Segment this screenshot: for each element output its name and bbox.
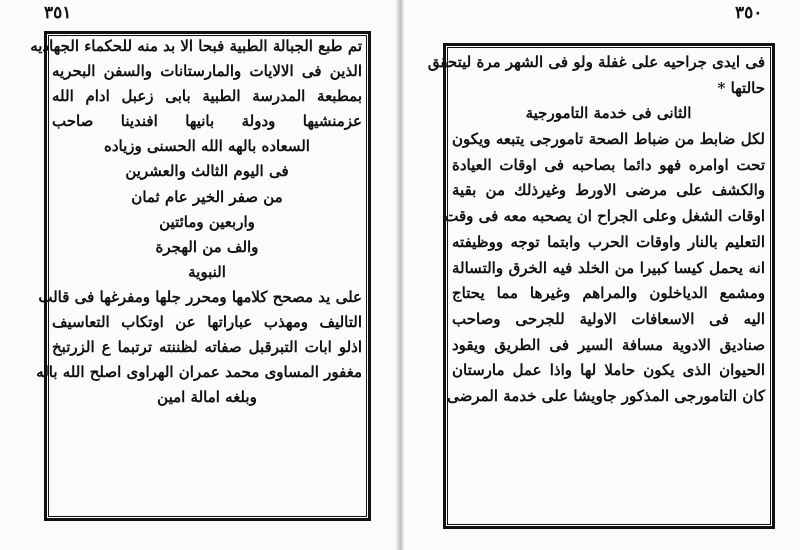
left-page-number: ٣٥١ (44, 3, 72, 23)
left-page-text-line: والف من الهجرة (155, 237, 259, 256)
right-page-text-line: انه يحمل كيسا كبيرا من الخلد فيه الخرق والتسالة (452, 258, 765, 277)
right-page-number: ٣٥٠ (735, 3, 763, 23)
right-page-text-line: التعليم بالنار واوقات الحرب وابتما توجه ووظيفته (452, 232, 765, 251)
left-page-text-line: السعاده بالهه الله الحسنى وزياده (104, 137, 310, 156)
left-page-text-line: تم طبع الجبالة الطبية فبحا الا بد منه للحكماء الجهاديه (30, 37, 362, 55)
left-page-text-line: فى اليوم الثالث والعشرين (125, 162, 289, 181)
left-page-text-line: الذين فى الالايات والمارستانات والسفن البحريه (52, 62, 362, 81)
right-page-text-line: تحت اوامره فهو دائما بصاحبه فى اوقات العيادة (452, 155, 765, 174)
book-gutter (396, 0, 404, 550)
left-page-text-line: واربعين ومائتين (159, 212, 255, 231)
left-page-text-line: اذلو ابات التبرقبل صفاته لظننته ترتبما ع الزرتبخ (52, 338, 362, 357)
left-page-text-line: التاليف ومهذب عباراتها عن اوتكاب التعاسيف (52, 313, 362, 332)
left-page-text-line: من صفر الخير عام ثمان (131, 187, 283, 206)
left-page-text-line: بمطبعة المدرسة الطبية بابى زعبل ادام الله (52, 87, 362, 106)
right-page-text-line: لكل ضابط من ضباط الصحة تامورجى يتبعه ويكون (452, 130, 765, 149)
right-page-text-line: صناديق الادوية مسافة السير فى الطريق ويقود (452, 335, 765, 354)
right-page-text-line: الثانى فى خدمة التامورجية (525, 104, 692, 123)
left-page-text-line: النبوية (188, 262, 226, 281)
right-page-text-line: كان التامورجى المذكور جاويشا على خدمة المرضى (447, 386, 765, 405)
right-page-text-line: اليه فى الاسعافات الاولية للجرحى وصاحب (452, 309, 765, 328)
left-page-text-line: وبلغه امالة امين (157, 388, 257, 407)
right-page-text-line: والكشف على مرضى الاورط وغيرذلك من بقية (452, 181, 765, 200)
left-page-text-line: على يد مصحح كلامها ومحرر جلها ومفرغها فى قالب (38, 287, 362, 306)
right-page-text (427, 50, 765, 410)
right-page-text-line: حالتها * (717, 78, 765, 97)
right-page-text-line: ومشمع الدياخلون والمراهم وغيرها مما يحتاج (452, 284, 765, 303)
left-page-text (30, 34, 362, 410)
right-page-text-line: فى ايدى جراحيه على غفلة ولو فى الشهر مرة ليتحقق (427, 53, 765, 71)
left-page-text-line: مغفور المساوى محمد عمران الهراوى اصلح الله باله (36, 363, 362, 382)
left-page-text-line: عزمنشيها ودولة بانيها افندينا صاحب (52, 112, 362, 131)
right-page-text-line: اوقات الشغل وعلى الجراح ان يصحبه معه فى وقت (444, 207, 765, 226)
right-page-text-line: الحيوان الذى يكون حاملا لها واذا عمل مارستان (452, 361, 765, 380)
